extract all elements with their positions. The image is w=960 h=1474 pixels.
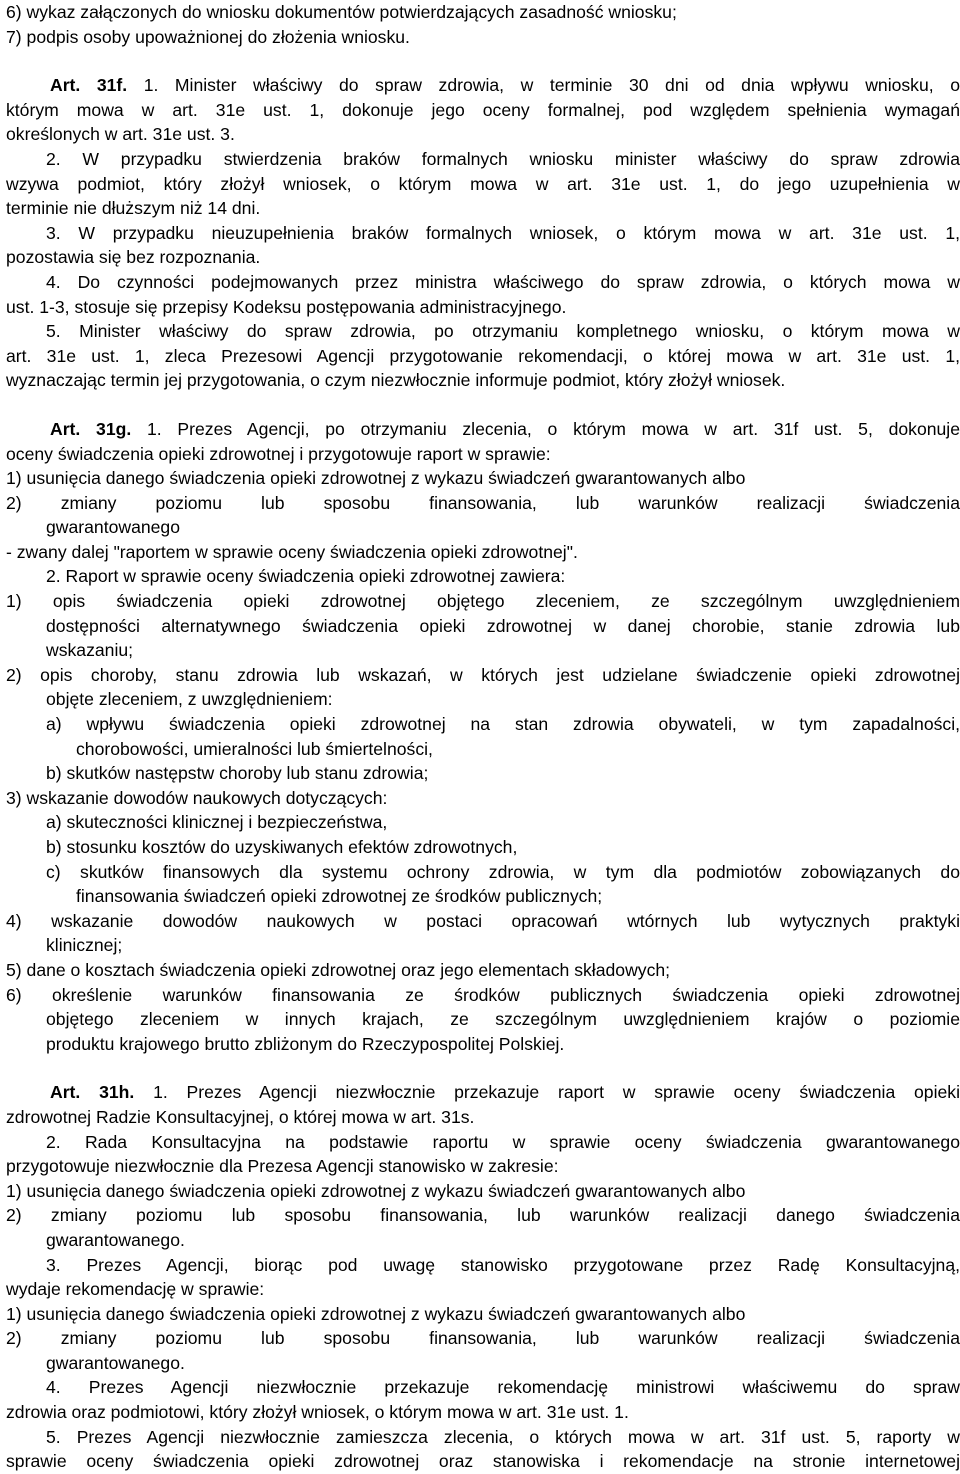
text-line: przygotowuje niezwłocznie dla Prezesa Agencji stanowisko w zakresie: [6, 1156, 559, 1177]
article-31f-heading-line: Art. 31f. 1. Minister właściwy do spraw zdrowia, w terminie 30 dni od dnia wpływu wniosku, o [50, 75, 960, 96]
text-line: ust. 1-3, stosuje się przepisy Kodeksu postępowania administracyjnego. [6, 296, 567, 317]
text-line: - zwany dalej "raportem w sprawie oceny świadczenia opieki zdrowotnej". [6, 541, 578, 562]
list-item: 1) usunięcia danego świadczenia opieki zdrowotnej z wykazu świadczeń gwarantowanych albo [6, 1180, 746, 1201]
list-item: 4) wskazanie dowodów naukowych w postaci opracowań wtórnych lub wytycznych praktyki [6, 910, 960, 931]
article-number: Art. 31h. [50, 1082, 135, 1103]
text-line: 6) wykaz załączonych do wniosku dokumentów potwierdzających zasadność wniosku; [6, 2, 677, 22]
text-line: terminie nie dłuższym niż 14 dni. [6, 198, 261, 219]
article-number: Art. 31g. [50, 418, 132, 439]
text-line: 2. Rada Konsultacyjna na podstawie raportu w sprawie oceny świadczenia gwarantowanego [46, 1131, 960, 1152]
text-line: którym mowa w art. 31e ust. 1, dokonuje jego oceny formalnej, pod względem spełnienia wymagań [6, 99, 960, 120]
article-number: Art. 31f. [50, 75, 128, 96]
text-line: 5. Minister właściwy do spraw zdrowia, po otrzymaniu kompletnego wniosku, o którym mowa w [46, 321, 960, 342]
text-line: wskazaniu; [46, 640, 134, 661]
text-line: klinicznej; [46, 935, 123, 956]
text-line: 2. Raport w sprawie oceny świadczenia opieki zdrowotnej zawiera: [46, 566, 566, 587]
list-item: a) wpływu świadczenia opieki zdrowotnej na stan zdrowia obywateli, w tym zapadalności, [46, 714, 960, 735]
text-line: 2. W przypadku stwierdzenia braków formalnych wniosku minister właściwy do spraw zdrowia [46, 148, 960, 169]
list-item: 2) zmiany poziomu lub sposobu finansowania, lub warunków realizacji danego świadczenia [6, 1205, 960, 1226]
list-item: 1) opis świadczenia opieki zdrowotnej objętego zleceniem, ze szczególnym uwzględnieniem [6, 591, 960, 612]
list-item: 6) określenie warunków finansowania ze środków publicznych świadczenia opieki zdrowotnej [6, 984, 960, 1005]
article-31h-heading-line: Art. 31h. 1. Prezes Agencji niezwłocznie przekazuje raport w sprawie oceny świadczenia opieki [50, 1082, 960, 1103]
paragraph-gap [6, 393, 960, 417]
list-item: 3) wskazanie dowodów naukowych dotyczących: [6, 787, 388, 808]
text-line: chorobowości, umieralności lub śmiertelności, [76, 738, 433, 759]
text-line: pozostawia się bez rozpoznania. [6, 247, 261, 268]
text-line: objęte zleceniem, z uwzględnieniem: [46, 689, 333, 710]
text-line: 3. W przypadku nieuzupełnienia braków formalnych wniosek, o którym mowa w art. 31e ust. 1, [46, 222, 960, 243]
article-31g-heading-line: Art. 31g. 1. Prezes Agencji, po otrzymaniu zlecenia, o którym mowa w art. 31f ust. 5, dokonuje [50, 418, 960, 439]
text-line: zdrowotnej Radzie Konsultacyjnej, o której mowa w art. 31s. [6, 1106, 475, 1127]
list-item: 2) zmiany poziomu lub sposobu finansowania, lub warunków realizacji świadczenia [6, 492, 960, 513]
text-line: gwarantowanego. [46, 1229, 185, 1250]
text-line: objętego zleceniem w innych krajach, ze szczególnym uwzględnieniem krajów o poziomie [46, 1009, 960, 1030]
text-line: 3. Prezes Agencji, biorąc pod uwagę stanowisko przygotowane przez Radę Konsultacyjną, [46, 1254, 960, 1275]
text-line: gwarantowanego. [46, 1352, 185, 1373]
list-item: 5) dane o kosztach świadczenia opieki zdrowotnej oraz jego elementach składowych; [6, 959, 671, 980]
document-page [6, 0, 960, 1474]
text-line: gwarantowanego [46, 517, 181, 538]
paragraph-gap [6, 49, 960, 73]
list-item: 1) usunięcia danego świadczenia opieki zdrowotnej z wykazu świadczeń gwarantowanych albo [6, 1303, 746, 1324]
list-item: b) skutków następstw choroby lub stanu zdrowia; [46, 763, 429, 784]
text-line: 4. Prezes Agencji niezwłocznie przekazuje rekomendację ministrowi właściwemu do spraw [46, 1377, 960, 1398]
text-line: określonych w art. 31e ust. 3. [6, 124, 235, 145]
list-item: 2) opis choroby, stanu zdrowia lub wskazań, w których jest udzielane świadczenie opieki zdrowotnej [6, 664, 960, 685]
text-line: wyznaczając termin jej przygotowania, o czym niezwłocznie informuje podmiot, który złożył wniosek. [6, 370, 786, 391]
list-item: 1) usunięcia danego świadczenia opieki zdrowotnej z wykazu świadczeń gwarantowanych albo [6, 468, 746, 489]
text-line: produktu krajowego brutto zbliżonym do Rzeczypospolitej Polskiej. [46, 1033, 565, 1054]
text-line: wydaje rekomendację w sprawie: [6, 1279, 265, 1300]
paragraph-gap [6, 1056, 960, 1080]
text-line: 7) podpis osoby upoważnionej do złożenia wniosku. [6, 26, 410, 47]
list-item: c) skutków finansowych dla systemu ochrony zdrowia, w tym dla podmiotów zobowiązanych do [46, 861, 960, 882]
list-item: b) stosunku kosztów do uzyskiwanych efektów zdrowotnych, [46, 837, 518, 857]
text-line: 4. Do czynności podejmowanych przez ministra właściwego do spraw zdrowia, o których mowa w [46, 271, 960, 292]
text-line: wzywa podmiot, który złożył wniosek, o którym mowa w art. 31e ust. 1, do jego uzupełnienia w [6, 173, 960, 194]
text-line: finansowania świadczeń opieki zdrowotnej ze środków publicznych; [76, 886, 603, 907]
text-line: zdrowia oraz podmiotowi, który złożył wniosek, o którym mowa w art. 31e ust. 1. [6, 1402, 629, 1423]
text-line: oceny świadczenia opieki zdrowotnej i przygotowuje raport w sprawie: [6, 443, 551, 464]
text-line: art. 31e ust. 1, zleca Prezesowi Agencji przygotowanie rekomendacji, o której mowa w art. 31e ust. 1, [6, 345, 960, 366]
list-item: a) skuteczności klinicznej i bezpieczeństwa, [46, 812, 388, 833]
text-line: dostępności alternatywnego świadczenia opieki zdrowotnej w danej chorobie, stanie zdrowia lub [46, 615, 960, 636]
text-line: 5. Prezes Agencji niezwłocznie zamieszcza zlecenia, o których mowa w art. 31f ust. 5, raporty w [46, 1426, 960, 1447]
text-line: sprawie oceny świadczenia opieki zdrowotnej oraz stanowiska i rekomendacje na stronie internetowej [6, 1451, 960, 1472]
list-item: 2) zmiany poziomu lub sposobu finansowania, lub warunków realizacji świadczenia [6, 1328, 960, 1349]
